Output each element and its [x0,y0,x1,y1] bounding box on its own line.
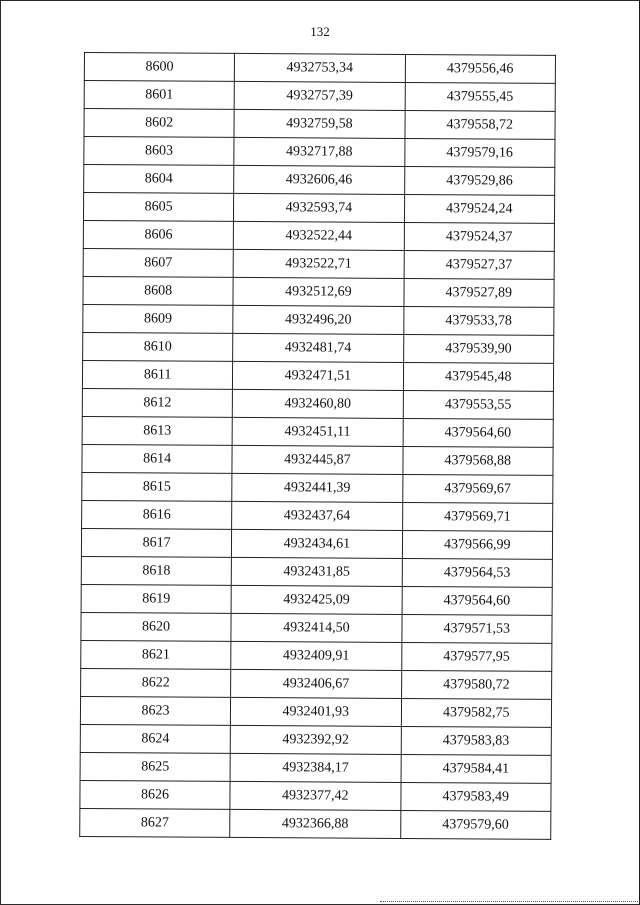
table-row [82,388,553,419]
y-coordinate-cell: 4379566,99 [402,530,553,559]
y-coordinate-cell: 4379533,78 [403,306,554,335]
point-number-cell: 8609 [83,304,233,333]
point-number-cell: 8608 [83,276,233,305]
y-coordinate-cell: 4379556,46 [405,54,556,83]
x-coordinate-cell: 4932406,67 [231,669,401,698]
point-number-cell: 8624 [80,724,230,753]
point-number-cell: 8614 [82,444,232,473]
table-row [84,81,555,112]
point-number-cell: 8626 [80,780,230,809]
y-coordinate-cell: 4379524,24 [404,194,555,223]
y-coordinate-cell: 4379555,45 [405,82,556,111]
table-row [82,360,553,391]
x-coordinate-cell: 4932460,80 [232,389,402,418]
x-coordinate-cell: 4932512,69 [233,277,403,306]
x-coordinate-cell: 4932496,20 [233,305,403,334]
point-number-cell: 8623 [80,696,230,725]
x-coordinate-cell: 4932431,85 [231,557,401,586]
point-number-cell: 8601 [84,81,234,110]
point-number-cell: 8602 [84,109,234,138]
x-coordinate-cell: 4932414,50 [231,613,401,642]
y-coordinate-cell: 4379571,53 [401,614,552,643]
x-coordinate-cell: 4932445,87 [232,445,402,474]
x-coordinate-cell: 4932757,39 [234,81,404,110]
x-coordinate-cell: 4932759,58 [234,109,404,138]
table-row [82,444,553,475]
point-number-cell: 8610 [83,332,233,361]
table-row [84,137,555,168]
point-number-cell: 8618 [81,556,231,585]
table-row [80,696,551,727]
point-number-cell: 8611 [82,360,232,389]
table-row [81,668,552,699]
x-coordinate-cell: 4932425,09 [231,585,401,614]
x-coordinate-cell: 4932401,93 [231,697,401,726]
x-coordinate-cell: 4932717,88 [234,137,404,166]
y-coordinate-cell: 4379553,55 [403,390,554,419]
x-coordinate-cell: 4932384,17 [230,753,400,782]
table-row [80,808,551,839]
point-number-cell: 8621 [81,640,231,669]
table-row [84,109,555,140]
x-coordinate-cell: 4932522,44 [233,221,403,250]
table-row [84,165,555,196]
point-number-cell: 8604 [84,165,234,194]
x-coordinate-cell: 4932366,88 [230,809,400,838]
y-coordinate-cell: 4379524,37 [404,222,555,251]
y-coordinate-cell: 4379580,72 [401,670,552,699]
x-coordinate-cell: 4932441,39 [232,473,402,502]
y-coordinate-cell: 4379569,71 [402,502,553,531]
point-number-cell: 8607 [83,248,233,277]
table-row [84,53,555,84]
point-number-cell: 8613 [82,416,232,445]
y-coordinate-cell: 4379564,53 [402,558,553,587]
scan-edge-mark [380,901,640,905]
x-coordinate-cell: 4932593,74 [234,193,404,222]
point-number-cell: 8625 [80,752,230,781]
x-coordinate-cell: 4932606,46 [234,165,404,194]
x-coordinate-cell: 4932753,34 [235,53,405,82]
point-number-cell: 8605 [83,193,233,222]
y-coordinate-cell: 4379529,86 [404,166,555,195]
x-coordinate-cell: 4932522,71 [233,249,403,278]
x-coordinate-cell: 4932451,11 [232,417,402,446]
y-coordinate-cell: 4379558,72 [405,110,556,139]
x-coordinate-cell: 4932437,64 [232,501,402,530]
y-coordinate-cell: 4379582,75 [401,698,552,727]
x-coordinate-cell: 4932434,61 [232,529,402,558]
y-coordinate-cell: 4379577,95 [401,642,552,671]
x-coordinate-cell: 4932481,74 [233,333,403,362]
point-number-cell: 8622 [81,668,231,697]
page-number: 132 [310,24,330,39]
table-row [81,584,552,615]
table-row [83,193,554,224]
point-number-cell: 8606 [83,220,233,249]
table-row [80,780,551,811]
y-coordinate-cell: 4379583,83 [401,726,552,755]
point-number-cell: 8627 [80,808,230,837]
table-row [82,500,553,531]
y-coordinate-cell: 4379527,89 [403,278,554,307]
table-row [81,528,552,559]
point-number-cell: 8619 [81,584,231,613]
x-coordinate-cell: 4932377,42 [230,781,400,810]
point-number-cell: 8616 [82,500,232,529]
y-coordinate-cell: 4379568,88 [402,446,553,475]
x-coordinate-cell: 4932409,91 [231,641,401,670]
y-coordinate-cell: 4379579,60 [400,810,551,839]
table-row [83,248,554,279]
table-row [81,612,552,643]
table-row [80,724,551,755]
table-row [81,556,552,587]
table-row [82,472,553,503]
y-coordinate-cell: 4379583,49 [400,782,551,811]
x-coordinate-cell: 4932392,92 [230,725,400,754]
y-coordinate-cell: 4379579,16 [404,138,555,167]
coordinates-table-body [80,53,556,840]
y-coordinate-cell: 4379545,48 [403,362,554,391]
table-row [83,220,554,251]
y-coordinate-cell: 4379564,60 [402,586,553,615]
point-number-cell: 8615 [82,472,232,501]
point-number-cell: 8600 [84,53,234,82]
point-number-cell: 8617 [81,528,231,557]
table-row [83,332,554,363]
y-coordinate-cell: 4379584,41 [401,754,552,783]
y-coordinate-cell: 4379539,90 [403,334,554,363]
y-coordinate-cell: 4379527,37 [404,250,555,279]
table-row [81,640,552,671]
point-number-cell: 8612 [82,388,232,417]
coordinates-table [79,52,556,840]
point-number-cell: 8603 [84,137,234,166]
table-row [80,752,551,783]
point-number-cell: 8620 [81,612,231,641]
x-coordinate-cell: 4932471,51 [233,361,403,390]
table-row [83,304,554,335]
table-row [82,416,553,447]
table-row [83,276,554,307]
y-coordinate-cell: 4379564,60 [403,418,554,447]
y-coordinate-cell: 4379569,67 [402,474,553,503]
